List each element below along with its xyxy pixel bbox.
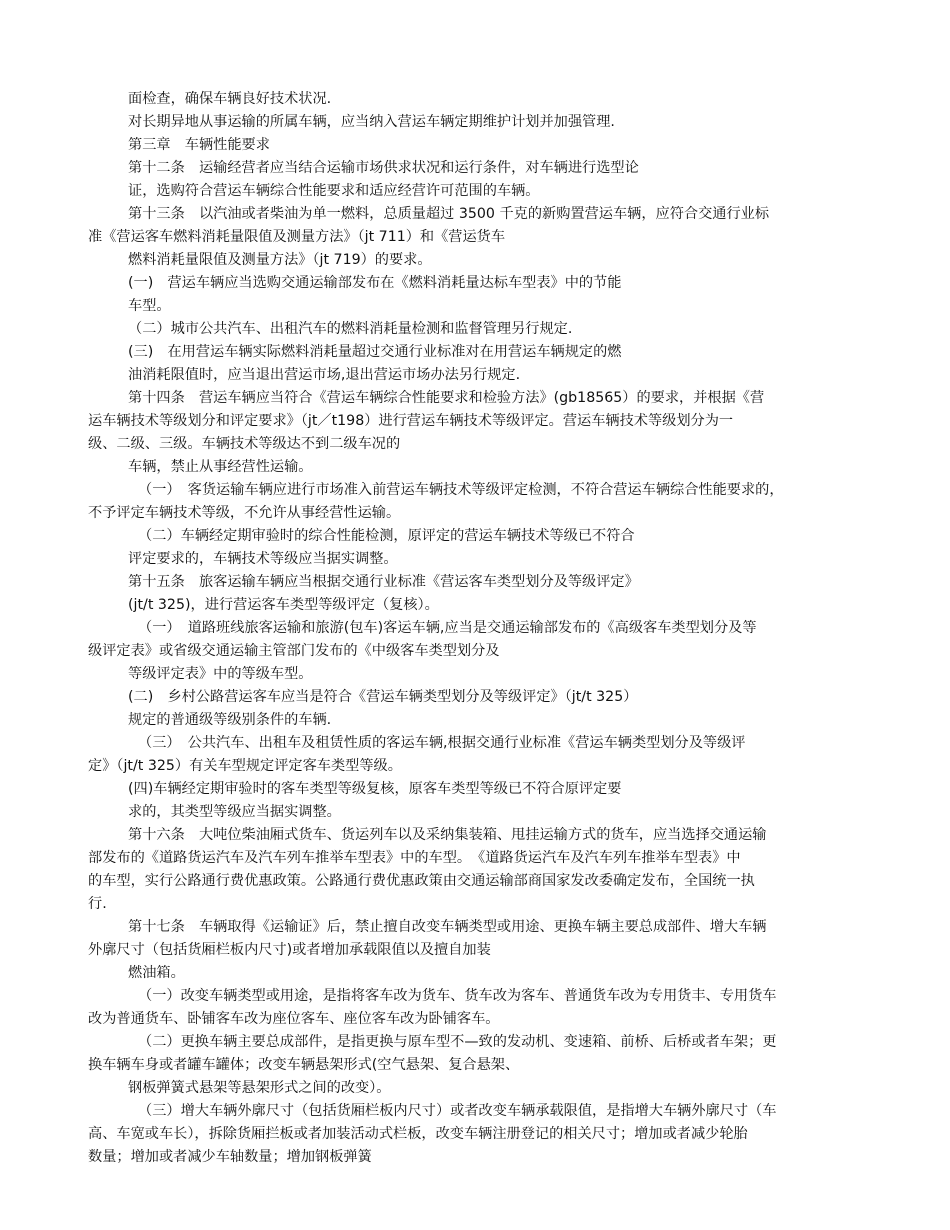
text-line: （三） 公共汽车、出租车及租赁性质的客运车辆,根据交通行业标准《营运车辆类型划分及等级评 (138, 735, 746, 751)
text-line: 等级评定表》中的等级车型。 (128, 666, 313, 682)
text-line: 改为普通货车、卧铺客车改为座位客车、座位客车改为卧铺客车。 (88, 1011, 500, 1027)
text-line: 的车型，实行公路通行费优惠政策。公路通行费优惠政策由交通运输部商国家发改委确定发布，全国统一执 (88, 873, 755, 889)
text-line: 证，选购符合营运车辆综合性能要求和适应经营许可范围的车辆。 (128, 183, 540, 199)
text-line: 第十四条 营运车辆应当符合《营运车辆综合性能要求和检验方法》(gb18565）的要求，并根据《营 (128, 390, 765, 406)
text-line: 燃料消耗量限值及测量方法》（jt 719）的要求。 (128, 252, 432, 268)
text-line: （一）改变车辆类型或用途，是指将客车改为货车、货车改为客车、普通货车改为专用货丰、专用货车 (138, 988, 777, 1004)
text-line: （二）城市公共汽车、出租汽车的燃料消耗量检测和监督管理另行规定. (128, 321, 573, 337)
text-line: 不予评定车辆技术等级，不允许从事经营性运输。 (88, 505, 401, 521)
chapter-heading: 第三章 车辆性能要求 (128, 137, 270, 153)
text-line: 车辆，禁止从事经营性运输。 (128, 459, 313, 475)
text-line: 定》（jt/t 325）有关车型规定评定客车类型等级。 (88, 758, 402, 774)
text-line: 求的，其类型等级应当据实调整。 (128, 804, 341, 820)
text-line: 第十六条 大吨位柴油厢式货车、货运列车以及采纳集装箱、甩挂运输方式的货车，应当选择交通运输 (128, 827, 767, 843)
text-line: 换车辆车身或者罐车罐体；改变车辆悬架形式(空气悬架、复合悬架、 (88, 1057, 520, 1073)
text-line: 第十二条 运输经营者应当结合运输市场供求状况和运行条件，对车辆进行选型论 (128, 160, 639, 176)
text-line: 部发布的《道路货运汽车及汽车列车推举车型表》中的车型。 《道路货运汽车及汽车列车推举车型表》中 (88, 850, 741, 866)
text-line: 面检查，确保车辆良好技术状况. (128, 91, 332, 107)
text-line: 燃油箱。 (128, 965, 185, 981)
text-line: 钢板弹簧式悬架等悬架形式之间的改变）。 (128, 1080, 391, 1096)
text-line: (二) 乡村公路营运客车应当是符合《营运车辆类型划分及等级评定》（jt/t 325） (128, 689, 638, 705)
text-line: 运车辆技术等级划分和评定要求》（jt／t198）进行营运车辆技术等级评定。营运车辆技术等级划分为一 (88, 413, 734, 429)
text-line: （三）增大车辆外廓尺寸（包括货厢栏板内尺寸）或者改变车辆承载限值，是指增大车辆外廓尺寸（车 (138, 1103, 777, 1119)
text-line: （一） 客货运输车辆应进行市场准入前营运车辆技术等级评定检测，不符合营运车辆综合性能要求的， (138, 482, 784, 498)
text-line: 油消耗限值时，应当退出营运市场,退出营运市场办法另行规定. (128, 367, 521, 383)
text-line: (jt/t 325)，进行营运客车类型等级评定（复核）。 (128, 597, 439, 613)
text-line: 第十七条 车辆取得《运输证》后，禁止擅自改变车辆类型或用途、更换车辆主要总成部件、增大车辆 (128, 919, 767, 935)
text-line: 级、二级、三级。车辆技术等级达不到二级车况的 (88, 436, 401, 452)
text-line: （一） 道路班线旅客运输和旅游(包车)客运车辆,应当是交通运输部发布的《高级客车类型划分及等 (138, 620, 757, 636)
text-line: 数量；增加或者减少车轴数量；增加钢板弹簧 (88, 1149, 372, 1165)
text-line: 车型。 (128, 298, 171, 314)
text-line: 级评定表》或省级交通运输主管部门发布的《中级客车类型划分及 (88, 643, 500, 659)
text-line: (一) 营运车辆应当选购交通运输部发布在《燃料消耗量达标车型表》中的节能 (128, 275, 622, 291)
text-line: 外廓尺寸（包括货厢栏板内尺寸)或者增加承载限值以及擅自加装 (88, 942, 491, 958)
text-line: 行. (88, 896, 107, 912)
text-line: 高、车宽或车长），拆除货厢拦板或者加装活动式栏板，改变车辆注册登记的相关尺寸；增加或者减少轮胎 (88, 1126, 748, 1142)
text-line: （二）车辆经定期审验时的综合性能检测，原评定的营运车辆技术等级已不符合 (138, 528, 635, 544)
text-line: 评定要求的，车辆技术等级应当据实调整。 (128, 551, 398, 567)
text-line: (三) 在用营运车辆实际燃料消耗量超过交通行业标准对在用营运车辆规定的燃 (128, 344, 622, 360)
text-line: 准《营运客车燃料消耗量限值及测量方法》（jt 711）和《营运货车 (88, 229, 506, 245)
text-line: 对长期异地从事运输的所属车辆，应当纳入营运车辆定期维护计划并加强管理. (128, 114, 615, 130)
text-line: 规定的普通级等级别条件的车辆. (128, 712, 332, 728)
text-line: （二）更换车辆主要总成部件，是指更换与原车型不—致的发动机、变速箱、前桥、后桥或者车架；更 (138, 1034, 777, 1050)
text-line: 第十五条 旅客运输车辆应当根据交通行业标准《营运客车类型划分及等级评定》 (128, 574, 639, 590)
text-line: (四)车辆经定期审验时的客车类型等级复核，原客车类型等级已不符合原评定要 (128, 781, 622, 797)
text-line: 第十三条 以汽油或者柴油为单一燃料，总质量超过 3500 千克的新购置营运车辆，应符合交通行业标 (128, 206, 770, 222)
